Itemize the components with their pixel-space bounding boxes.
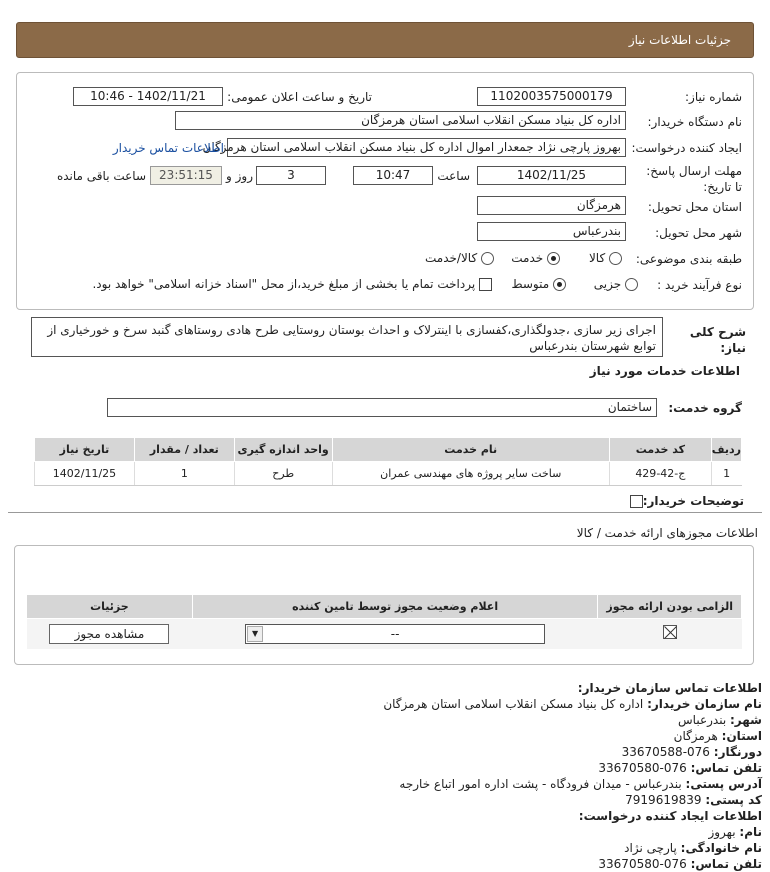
need-number-label: شماره نیاز: (685, 90, 742, 104)
general-description-box: اجرای زیر سازی ،جدولگذاری،کفسازی با اینترلاک و احداث بوستان روستایی طرح هادی روستاهای گنبد سرخ و خورخیاری از توابع شهرستان بندرعباس (31, 317, 663, 357)
category-label: طبقه بندی موضوعی: (635, 252, 742, 266)
view-permit-button[interactable]: مشاهده مجوز (49, 624, 169, 644)
deadline-time-label: ساعت (437, 169, 470, 183)
permits-table (26, 594, 742, 649)
cell-service-name: ساخت سایر پروژه های مهندسی عمران (332, 462, 609, 486)
announce-date-label: تاریخ و ساعت اعلان عمومی: (227, 90, 372, 104)
contact-postal-line: کد پستی: 7919619839 (625, 793, 762, 807)
permit-required-cell (598, 619, 742, 649)
chevron-down-icon[interactable]: ▼ (247, 626, 263, 642)
page-header (16, 22, 754, 58)
col-service-code: کد خدمت (609, 438, 711, 462)
delivery-province-field[interactable]: هرمزگان (477, 196, 626, 215)
service-group-field[interactable]: ساختمان (107, 398, 657, 417)
remaining-time-field: 23:51:15 (150, 166, 222, 185)
cell-service-code: ج-42-429 (609, 462, 711, 486)
deadline-label: مهلت ارسال پاسخ: تا تاریخ: (646, 164, 742, 194)
days-field[interactable]: 3 (256, 166, 326, 185)
buyer-notes-checkbox[interactable] (630, 494, 643, 508)
need-number-field[interactable]: 1102003575000179 (477, 87, 626, 106)
process-option-minor[interactable]: جزیی (594, 277, 638, 291)
buyer-notes-label: توضیحات خریدار: (642, 494, 744, 508)
contact-address-line: آدرس پستی: بندرعباس - میدان فرودگاه - پشت اداره امور اتباع خارجه (399, 777, 762, 791)
days-label: روز و (226, 169, 253, 183)
contact-fax-line: دورنگار: 076-33670588 (621, 745, 762, 759)
contact-org-line: نام سازمان خریدار: اداره کل بنیاد مسکن انقلاب اسلامی استان هرمزگان (383, 697, 762, 711)
cell-unit: طرح (234, 462, 332, 486)
contact-province-line: استان: هرمزگان (673, 729, 762, 743)
col-quantity: تعداد / مقدار (134, 438, 234, 462)
buyer-contact-link[interactable]: اطلاعات تماس خریدار (112, 141, 224, 155)
services-section-title: اطلاعات خدمات مورد نیاز (589, 364, 740, 378)
col-permit-status: اعلام وضعیت مجوز توسط تامین کننده (192, 595, 598, 619)
delivery-city-label: شهر محل تحویل: (655, 226, 742, 240)
col-row: ردیف (711, 438, 741, 462)
col-permit-required: الزامی بودن ارائه مجوز (598, 595, 742, 619)
creator-label: ایجاد کننده درخواست: (631, 141, 742, 155)
process-option-medium[interactable]: متوسط (511, 277, 566, 291)
radio-medium[interactable] (553, 278, 566, 291)
permit-status-cell (192, 619, 598, 649)
contact-heading: اطلاعات تماس سازمان خریدار: (577, 681, 762, 695)
announce-date-field[interactable]: 1402/11/21 - 10:46 (73, 87, 223, 106)
creator-phone-line: تلفن تماس: 076-33670580 (598, 857, 762, 871)
cell-quantity: 1 (134, 462, 234, 486)
permit-status-dropdown[interactable]: -- ▼ (245, 624, 545, 644)
col-unit: واحد اندازه گیری (234, 438, 332, 462)
cell-need-date: 1402/11/25 (35, 462, 135, 486)
creator-family-line: نام خانوادگی: پارچی نژاد (624, 841, 762, 855)
treasury-checkbox[interactable] (479, 278, 492, 291)
category-option-goods-service[interactable]: کالا/خدمت (425, 251, 494, 265)
remaining-time-label: ساعت باقی مانده (56, 169, 146, 183)
deadline-date-field[interactable]: 1402/11/25 (477, 166, 626, 185)
radio-goods[interactable] (609, 252, 622, 265)
radio-goods-service[interactable] (481, 252, 494, 265)
cell-row: 1 (711, 462, 741, 486)
category-option-goods[interactable]: کالا (589, 251, 622, 265)
permits-title: اطلاعات مجوزهای ارائه خدمت / کالا (576, 526, 758, 540)
buyer-org-field[interactable]: اداره کل بنیاد مسکن انقلاب اسلامی استان هرمزگان (175, 111, 626, 130)
process-type-label: نوع فرآیند خرید : (657, 278, 742, 292)
divider (8, 512, 762, 513)
permit-required-checkbox (663, 625, 677, 639)
treasury-payment-option[interactable]: پرداخت تمام یا بخشی از مبلغ خرید،از محل "اسناد خزانه اسلامی" خواهد بود. (92, 277, 492, 291)
service-group-label: گروه خدمت: (668, 401, 742, 415)
permit-row (27, 619, 742, 649)
creator-field[interactable]: بهروز پارچی نژاد جمعدار اموال اداره کل بنیاد مسکن انقلاب اسلامی استان هرمزگان (227, 138, 626, 157)
services-table (34, 437, 742, 486)
delivery-city-field[interactable]: بندرعباس (477, 222, 626, 241)
general-description-label: شرح کلی نیاز: (689, 325, 746, 355)
buyer-org-label: نام دستگاه خریدار: (647, 115, 742, 129)
radio-minor[interactable] (625, 278, 638, 291)
contact-info (22, 680, 762, 872)
table-row[interactable] (35, 462, 742, 486)
contact-city-line: شهر: بندرعباس (678, 713, 762, 727)
page-title: جزئیات اطلاعات نیاز (628, 33, 731, 47)
permit-details-cell (27, 619, 193, 649)
delivery-province-label: استان محل تحویل: (647, 200, 742, 214)
creator-name-line: نام: بهروز (708, 825, 762, 839)
deadline-time-field[interactable]: 10:47 (353, 166, 433, 185)
category-option-service[interactable]: خدمت (511, 251, 560, 265)
col-permit-details: جزئیات (27, 595, 193, 619)
col-service-name: نام خدمت (332, 438, 609, 462)
creator-heading: اطلاعات ایجاد کننده درخواست: (578, 809, 762, 823)
radio-service[interactable] (547, 252, 560, 265)
col-need-date: تاریخ نیاز (35, 438, 135, 462)
contact-phone-line: تلفن تماس: 076-33670580 (598, 761, 762, 775)
